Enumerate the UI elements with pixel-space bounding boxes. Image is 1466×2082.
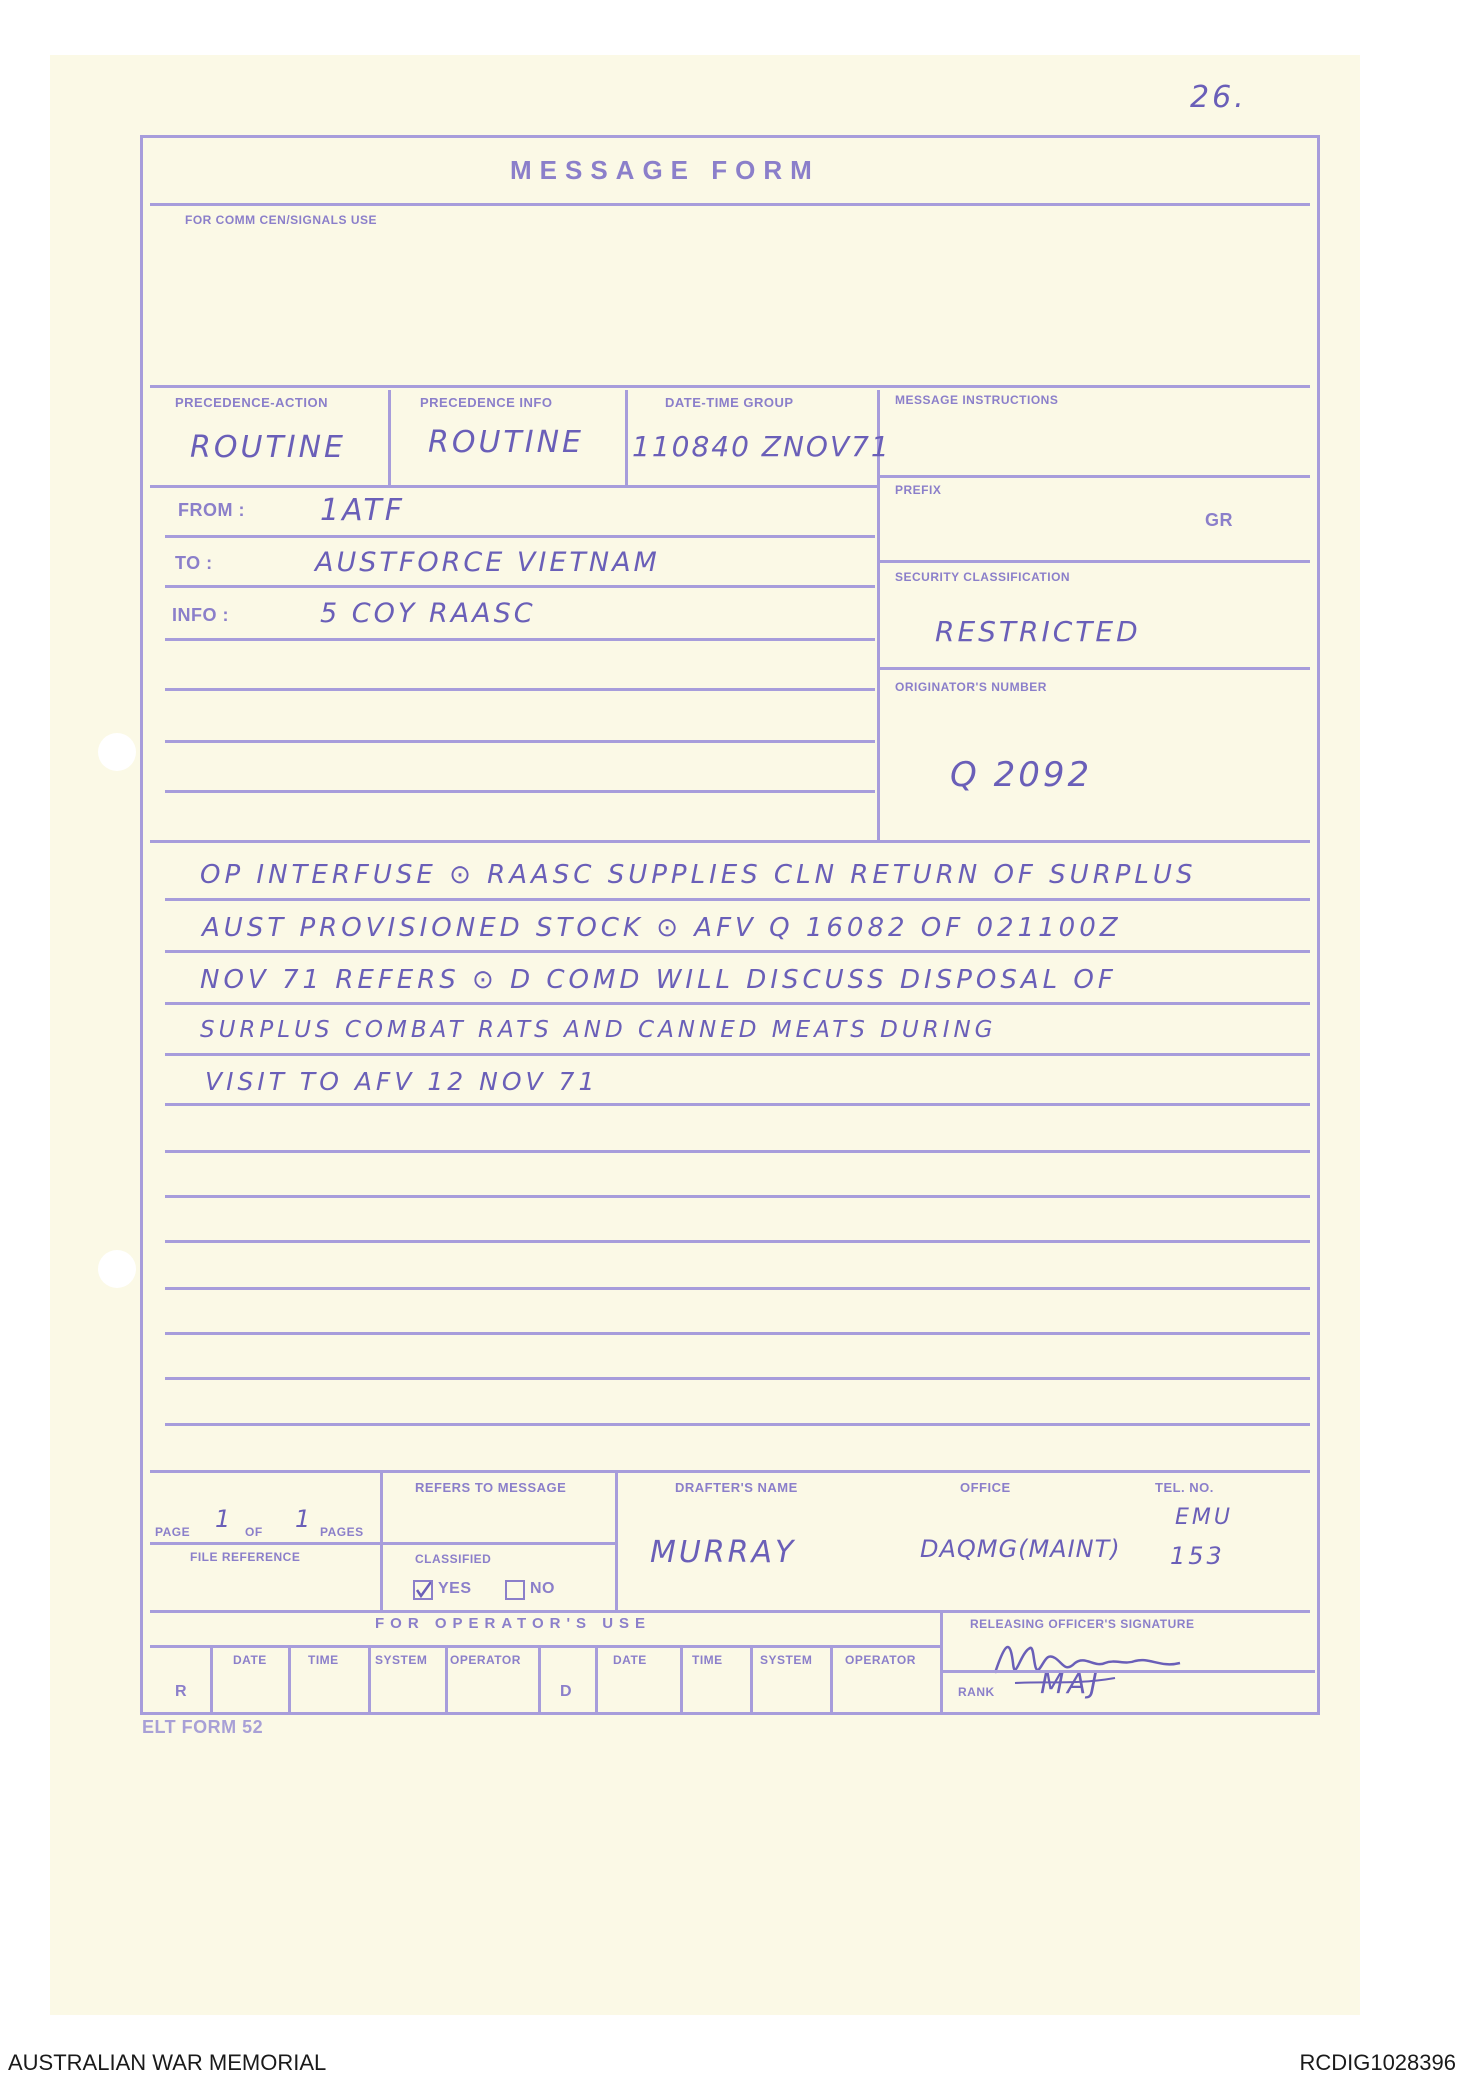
pages-label: PAGES — [320, 1525, 364, 1539]
office-label: OFFICE — [960, 1480, 1011, 1495]
d-label: D — [560, 1683, 573, 1700]
check-mark-icon — [415, 1582, 431, 1598]
page-label: PAGE — [155, 1525, 191, 1539]
blank-line-3 — [165, 790, 875, 793]
body-line-3: NOV 71 REFERS ⊙ D COMD WILL DISCUSS DISPOSAL OF — [200, 965, 1117, 995]
ruled-line-9 — [165, 1287, 1310, 1290]
originator-value: Q 2092 — [950, 755, 1093, 795]
ruled-line-7 — [165, 1195, 1310, 1198]
message-instructions-label: MESSAGE INSTRUCTIONS — [895, 393, 1059, 407]
refers-line — [380, 1542, 615, 1545]
operator-divider — [940, 1610, 943, 1712]
operator-top-line — [150, 1610, 1310, 1613]
precedence-info-label: PRECEDENCE INFO — [420, 395, 553, 410]
prefix-label: PREFIX — [895, 483, 942, 497]
lower-divider-1 — [380, 1470, 383, 1610]
op-col-d — [595, 1647, 598, 1712]
no-label: NO — [530, 1580, 555, 1597]
time-label-1: TIME — [308, 1653, 339, 1667]
title-divider — [150, 203, 1310, 206]
page-total: 1 — [295, 1505, 314, 1533]
frame-left — [140, 135, 143, 1715]
comm-cen-label: FOR COMM CEN/SIGNALS USE — [185, 213, 378, 227]
op-col-time — [368, 1647, 371, 1712]
dtg-value: 110840 ZNOV71 — [632, 430, 891, 463]
from-label: FROM : — [178, 500, 245, 520]
rank-value: MAJ — [1040, 1667, 1101, 1700]
blank-line-2 — [165, 740, 875, 743]
system-label-1: SYSTEM — [375, 1653, 428, 1667]
op-col-time2 — [750, 1647, 753, 1712]
system-label-2: SYSTEM — [760, 1653, 813, 1667]
classified-no-checkbox[interactable] — [505, 1580, 525, 1600]
op-col-system — [445, 1647, 448, 1712]
releasing-label: RELEASING OFFICER'S SIGNATURE — [970, 1617, 1195, 1631]
operator-label-1: OPERATOR — [450, 1653, 521, 1667]
paper-sheet — [50, 55, 1360, 2015]
frame-bottom — [140, 1712, 1320, 1715]
ruled-line-4 — [165, 1053, 1310, 1056]
to-value: AUSTFORCE VIETNAM — [315, 547, 660, 578]
file-ref-label: FILE REFERENCE — [190, 1550, 301, 1564]
from-line — [165, 535, 875, 538]
op-col-system2 — [830, 1647, 833, 1712]
form-title: MESSAGE FORM — [510, 155, 820, 185]
signature-icon — [985, 1633, 1225, 1693]
body-line-5: VISIT TO AFV 12 NOV 71 — [205, 1067, 599, 1096]
op-col-r — [210, 1647, 213, 1712]
footer-left: AUSTRALIAN WAR MEMORIAL — [8, 2050, 327, 2075]
page-number: 26. — [1190, 80, 1247, 115]
page-value: 1 — [215, 1505, 234, 1533]
to-line — [165, 585, 875, 588]
precedence-action-value: ROUTINE — [190, 430, 346, 465]
lower-top-line — [150, 1470, 1310, 1473]
tel-label: TEL. NO. — [1155, 1480, 1214, 1495]
yes-label: YES — [438, 1580, 472, 1597]
info-line — [165, 638, 875, 641]
originator-line — [880, 667, 1310, 670]
operator-label-2: OPERATOR — [845, 1653, 916, 1667]
security-line — [880, 560, 1310, 563]
r-label: R — [175, 1683, 188, 1700]
frame-top — [140, 135, 1320, 138]
frame-right — [1317, 135, 1320, 1715]
body-line-2: AUST PROVISIONED STOCK ⊙ AFV Q 16082 OF 021100Z — [202, 913, 1122, 943]
body-top-line — [150, 840, 1310, 843]
info-label: INFO : — [172, 605, 229, 625]
precedence-info-value: ROUTINE — [428, 425, 584, 460]
page-of-label: OF — [245, 1525, 263, 1539]
ruled-line-5 — [165, 1103, 1310, 1106]
ruled-line-1 — [165, 898, 1310, 901]
ruled-line-8 — [165, 1240, 1310, 1243]
op-col-date2 — [680, 1647, 683, 1712]
operator-header-line — [150, 1645, 940, 1648]
classified-yes-checkbox[interactable] — [413, 1580, 433, 1600]
op-col-operator — [538, 1647, 541, 1712]
punch-hole-bottom — [98, 1250, 136, 1288]
prefix-line — [880, 475, 1310, 478]
ruled-line-10 — [165, 1332, 1310, 1335]
op-col-date — [288, 1647, 291, 1712]
rank-label: RANK — [958, 1685, 995, 1699]
date-label-2: DATE — [613, 1653, 647, 1667]
tel-value-2: 153 — [1170, 1542, 1225, 1570]
ruled-line-11 — [165, 1377, 1310, 1380]
ruled-line-3 — [165, 1002, 1310, 1005]
drafter-value: MURRAY — [650, 1535, 797, 1570]
ruled-line-2 — [165, 950, 1310, 953]
releasing-line — [940, 1670, 1315, 1673]
office-value: DAQMG(MAINT) — [920, 1535, 1121, 1563]
security-label: SECURITY CLASSIFICATION — [895, 570, 1071, 584]
header-divider-2 — [625, 390, 628, 485]
drafter-label: DRAFTER'S NAME — [675, 1480, 798, 1495]
date-label-1: DATE — [233, 1653, 267, 1667]
originator-label: ORIGINATOR'S NUMBER — [895, 680, 1047, 694]
header-divider-1 — [388, 390, 391, 485]
classified-label: CLASSIFIED — [415, 1552, 492, 1566]
body-line-1: OP INTERFUSE ⊙ RAASC SUPPLIES CLN RETURN OF SURPLUS — [200, 860, 1197, 890]
ruled-line-6 — [165, 1150, 1310, 1153]
footer-right: RCDIG1028396 — [1299, 2050, 1456, 2075]
security-value: RESTRICTED — [935, 615, 1141, 648]
punch-hole-top — [98, 733, 136, 771]
operator-use-label: FOR OPERATOR'S USE — [375, 1615, 652, 1632]
lower-divider-2 — [615, 1470, 618, 1610]
header-top-line — [150, 385, 1310, 388]
precedence-action-label: PRECEDENCE-ACTION — [175, 395, 328, 410]
refers-label: REFERS TO MESSAGE — [415, 1480, 567, 1495]
from-value: 1ATF — [320, 493, 406, 528]
info-value: 5 COY RAASC — [320, 598, 536, 629]
page-line — [150, 1542, 380, 1545]
time-label-2: TIME — [692, 1653, 723, 1667]
tel-value-1: EMU — [1175, 1505, 1233, 1530]
body-line-4: SURPLUS COMBAT RATS AND CANNED MEATS DURING — [200, 1017, 997, 1043]
dtg-label: DATE-TIME GROUP — [665, 395, 794, 410]
to-label: TO : — [175, 553, 213, 573]
gr-label: GR — [1205, 510, 1233, 530]
form-id: ELT FORM 52 — [142, 1717, 264, 1737]
ruled-line-12 — [165, 1423, 1310, 1426]
blank-line-1 — [165, 688, 875, 691]
header-bottom-line — [150, 485, 880, 488]
